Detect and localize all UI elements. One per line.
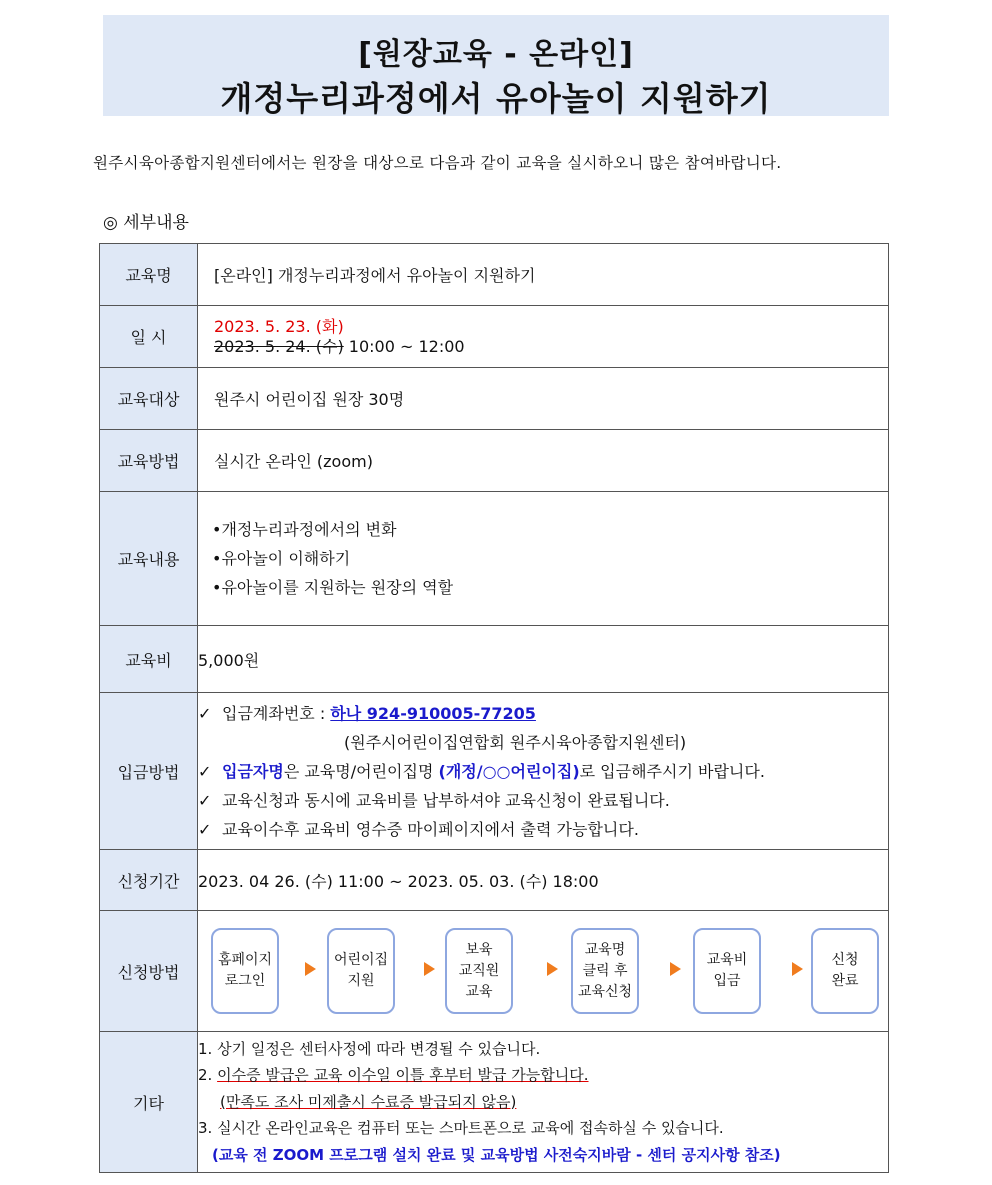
row-period	[100, 850, 889, 911]
title-box	[103, 15, 889, 116]
new-date: 2023. 5. 23. (화)	[214, 316, 344, 336]
row-target	[100, 368, 889, 430]
check-icon: ✓	[198, 703, 212, 723]
row-date	[100, 306, 889, 368]
label-period: 신청기간	[100, 850, 198, 911]
label-etc: 기타	[100, 1032, 198, 1173]
row-course-name	[100, 244, 889, 306]
note-2: 이수증 발급은 교육 이수일 이틀 후부터 발급 가능합니다.	[217, 1066, 589, 1085]
step-box: 교육명 클릭 후 교육신청	[571, 928, 639, 1014]
step-box: 홈페이지 로그인	[211, 928, 279, 1014]
target-text: 원주시 어린이집 원장 30명	[214, 390, 405, 409]
row-fee	[100, 626, 889, 693]
value-content	[198, 492, 889, 626]
check-icon: ✓	[198, 790, 212, 810]
note-1: 1. 상기 일정은 센터사정에 따라 변경될 수 있습니다.	[198, 1039, 541, 1058]
payment-line-3: 교육신청과 동시에 교육비를 납부하셔야 교육신청이 완료됩니다.	[222, 790, 670, 810]
depositor-label: 입금자명	[222, 761, 284, 781]
account-holder: (원주시어린이집연합회 원주시육아종합지원센터)	[344, 732, 687, 752]
label-target: 교육대상	[100, 368, 198, 430]
row-etc	[100, 1032, 889, 1173]
value-date	[198, 306, 889, 368]
label-apply: 신청방법	[100, 911, 198, 1032]
step-box: 보육 교직원 교육	[445, 928, 513, 1014]
arrow-right-icon	[792, 962, 803, 976]
time-range: 10:00 ~ 12:00	[343, 336, 465, 356]
method-text: 실시간 온라인 (zoom)	[214, 452, 373, 471]
value-payment	[198, 693, 889, 850]
row-content	[100, 492, 889, 626]
label-payment: 입금방법	[100, 693, 198, 850]
value-fee: 5,000원	[198, 626, 889, 693]
value-etc: 1. 상기 일정은 센터사정에 따라 변경될 수 있습니다. 2. 이수증 발급은 교육 이수일 이틀 후부터 발급 가능합니다. (만족도 조사 미제출시 수료증 발급되지 않음) 3. 실시간 온라인교육은 컴퓨터 또는 스마트폰으로 교육에 접속하실 수 있습니다. (교육 전 ZOOM 프로그램 설치 완료 및 교육방법 사전숙지바람 - 센터 공지사항 참조)	[198, 1032, 889, 1173]
old-date: 2023. 5. 24. (수)	[214, 336, 344, 356]
payment-line-4: 교육이수후 교육비 영수증 마이페이지에서 출력 가능합니다.	[222, 819, 639, 839]
step-box: 교육비 입금	[693, 928, 761, 1014]
check-icon: ✓	[198, 819, 212, 839]
title-line-2: 개정누리과정에서 유아놀이 지원하기	[220, 79, 772, 118]
value-method	[198, 430, 889, 492]
arrow-right-icon	[547, 962, 558, 976]
arrow-right-icon	[670, 962, 681, 976]
step-box: 어린이집 지원	[327, 928, 395, 1014]
row-payment	[100, 693, 889, 850]
value-period: 2023. 04 26. (수) 11:00 ~ 2023. 05. 03. (수) 18:00	[198, 850, 889, 911]
row-method	[100, 430, 889, 492]
course-name-text: [온라인] 개정누리과정에서 유아놀이 지원하기	[214, 266, 536, 285]
title-line-1: [원장교육 - 온라인]	[358, 37, 634, 72]
depositor-mid: 은 교육명/어린이집명	[283, 761, 439, 781]
apply-flow	[198, 911, 888, 1031]
label-course-name: 교육명	[100, 244, 198, 306]
content-item: •유아놀이 이해하기	[212, 549, 351, 568]
label-date: 일 시	[100, 306, 198, 368]
account-number: 하나 924-910005-77205	[330, 703, 536, 723]
value-target	[198, 368, 889, 430]
details-table	[99, 243, 889, 1173]
step-box: 신청 완료	[811, 928, 879, 1014]
label-fee: 교육비	[100, 626, 198, 693]
note-4: (교육 전 ZOOM 프로그램 설치 완료 및 교육방법 사전숙지바람 - 센터 공지사항 참조)	[212, 1145, 781, 1164]
depositor-example: (개정/○○어린이집)	[438, 761, 580, 781]
arrow-right-icon	[424, 962, 435, 976]
value-course-name	[198, 244, 889, 306]
label-method: 교육방법	[100, 430, 198, 492]
check-icon: ✓	[198, 761, 212, 781]
arrow-right-icon	[305, 962, 316, 976]
row-apply	[100, 911, 889, 1032]
intro-text: 원주시육아종합지원센터에서는 원장을 대상으로 다음과 같이 교육을 실시하오니 많은 참여바랍니다.	[93, 154, 782, 172]
label-content: 교육내용	[100, 492, 198, 626]
value-apply	[198, 911, 889, 1032]
account-prefix: 입금계좌번호 :	[222, 703, 331, 723]
note-2b: (만족도 조사 미제출시 수료증 발급되지 않음)	[220, 1092, 517, 1111]
content-item: •유아놀이를 지원하는 원장의 역할	[212, 578, 454, 597]
note-3: 3. 실시간 온라인교육은 컴퓨터 또는 스마트폰으로 교육에 접속하실 수 있습니다.	[198, 1119, 724, 1138]
content-item: •개정누리과정에서의 변화	[212, 520, 397, 539]
section-heading: ◎ 세부내용	[103, 213, 189, 233]
depositor-end: 로 입금해주시기 바랍니다.	[579, 761, 765, 781]
